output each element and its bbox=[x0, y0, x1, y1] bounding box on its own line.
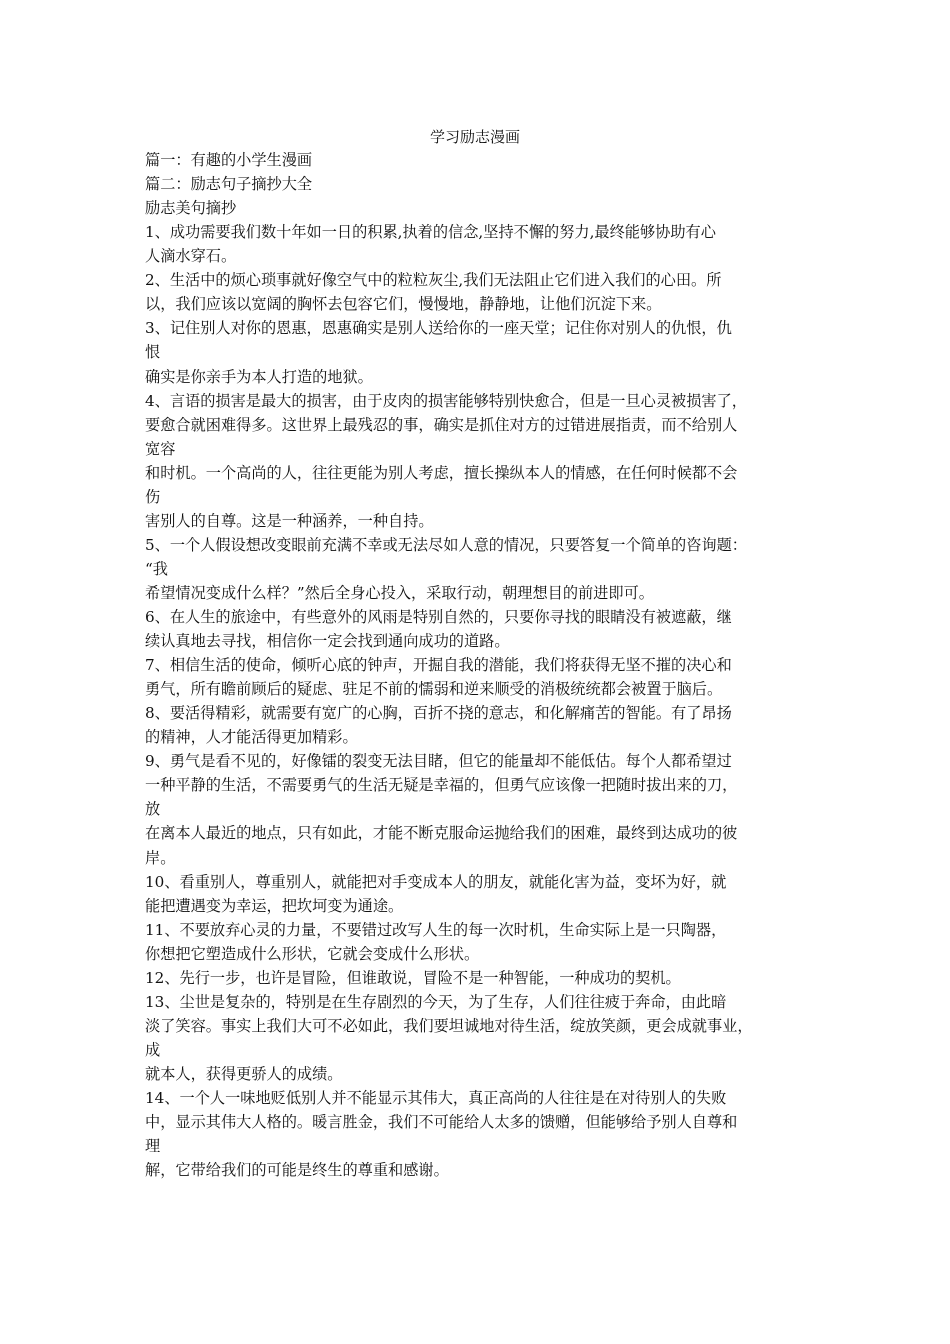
document-line: 10、看重别人，尊重别人，就能把对手变成本人的朋友，就能化害为益，变坏为好，就 bbox=[145, 872, 727, 891]
document-line: 在离本人最近的地点，只有如此，才能不断克服命运抛给我们的困难，最终到达成功的彼 bbox=[145, 824, 738, 843]
document-line: 能把遭遇变为幸运，把坎坷变为通途。 bbox=[145, 896, 404, 915]
document-line: 成 bbox=[145, 1040, 161, 1059]
document-line: 确实是你亲手为本人打造的地狱。 bbox=[145, 367, 373, 386]
document-line: 励志美句摘抄 bbox=[145, 199, 237, 218]
document-line: 一种平静的生活，不需要勇气的生活无疑是幸福的，但勇气应该像一把随时拔出来的刀， bbox=[145, 776, 738, 795]
document-line: 要愈合就困难得多。这世界上最残忍的事，确实是抓住对方的过错进展指责，而不给别人 bbox=[145, 415, 738, 434]
document-line: 人滴水穿石。 bbox=[145, 247, 237, 266]
document-line: 5、一个人假设想改变眼前充满不幸或无法尽如人意的情况，只要答复一个简单的咨询题： bbox=[145, 535, 747, 554]
document-line: 续认真地去寻找，相信你一定会找到通向成功的道路。 bbox=[145, 632, 510, 650]
document-line: “我 bbox=[145, 559, 168, 578]
document-line: 篇一：有趣的小学生漫画 bbox=[145, 151, 313, 169]
document-line: 解，它带给我们的可能是终生的尊重和感谢。 bbox=[145, 1161, 449, 1180]
document-line: 11、不要放弃心灵的力量，不要错过改写人生的每一次时机，生命实际上是一只陶器， bbox=[145, 920, 727, 939]
document-line: 1、成功需要我们数十年如一日的积累,执着的信念,坚持不懈的努力,最终能够协助有心 bbox=[145, 223, 716, 242]
document-line: 放 bbox=[145, 800, 161, 819]
document-line: 8、要活得精彩，就需要有宽广的心胸，百折不挠的意志，和化解痛苦的智能。有了昂扬 bbox=[145, 704, 732, 723]
document-line: 6、在人生的旅途中，有些意外的风雨是特别自然的，只要你寻找的眼睛没有被遮蔽，继 bbox=[145, 608, 732, 626]
document-line: 和时机。一个高尚的人，往往更能为别人考虑，擅长操纵本人的情感，在任何时候都不会 bbox=[145, 463, 738, 482]
document-line: 你想把它塑造成什么形状，它就会变成什么形状。 bbox=[145, 944, 480, 963]
document-line: 淡了笑容。事实上我们大可不必如此，我们要坦诚地对待生活，绽放笑颜，更会成就事业， bbox=[145, 1016, 753, 1035]
document-line: 以，我们应该以宽阔的胸怀去包容它们，慢慢地，静静地，让他们沉淀下来。 bbox=[145, 295, 662, 314]
document-line: 就本人，获得更骄人的成绩。 bbox=[145, 1064, 343, 1083]
document-line: 13、尘世是复杂的，特别是在生存剧烈的今天，为了生存，人们往往疲于奔命，由此暗 bbox=[145, 992, 727, 1011]
document-line: 理 bbox=[145, 1137, 161, 1156]
document-line: 希望情况变成什么样？”然后全身心投入，采取行动，朝理想目的前进即可。 bbox=[145, 583, 654, 602]
document-line: 篇二：励志句子摘抄大全 bbox=[145, 175, 313, 194]
document-line: 中，显示其伟大人格的。暖言胜金，我们不可能给人太多的馈赠，但能够给予别人自尊和 bbox=[145, 1113, 738, 1131]
document-line: 14、一个人一味地贬低别人并不能显示其伟大，真正高尚的人往往是在对待别人的失败 bbox=[145, 1089, 727, 1107]
document-line: 9、勇气是看不见的，好像镭的裂变无法目睹，但它的能量却不能低估。每个人都希望过 bbox=[145, 752, 732, 771]
document-line: 岸。 bbox=[145, 848, 176, 867]
document-title: 学习励志漫画 bbox=[429, 128, 520, 146]
document-line: 3、记住别人对你的恩惠，恩惠确实是别人送给你的一座天堂；记住你对别人的仇恨，仇 bbox=[145, 319, 732, 338]
document-line: 伤 bbox=[145, 487, 161, 506]
document-line: 宽容 bbox=[145, 439, 176, 458]
document-line: 勇气，所有瞻前顾后的疑虑、驻足不前的懦弱和逆来顺受的消极统统都会被置于脑后。 bbox=[145, 680, 723, 699]
document-line: 4、言语的损害是最大的损害，由于皮肉的损害能够特别快愈合，但是一旦心灵被损害了， bbox=[145, 391, 747, 410]
document-line: 的精神，人才能活得更加精彩。 bbox=[145, 728, 358, 747]
document-line: 恨 bbox=[145, 343, 161, 362]
document-line: 12、先行一步，也许是冒险，但谁敢说，冒险不是一种智能，一种成功的契机。 bbox=[145, 968, 681, 987]
document-line: 害别人的自尊。这是一种涵养，一种自持。 bbox=[145, 511, 434, 530]
document-line: 2、生活中的烦心琐事就好像空气中的粒粒灰尘,我们无法阻止它们进入我们的心田。所 bbox=[145, 271, 722, 290]
document-line: 7、相信生活的使命，倾听心底的钟声，开掘自我的潜能，我们将获得无坚不摧的决心和 bbox=[145, 656, 732, 674]
